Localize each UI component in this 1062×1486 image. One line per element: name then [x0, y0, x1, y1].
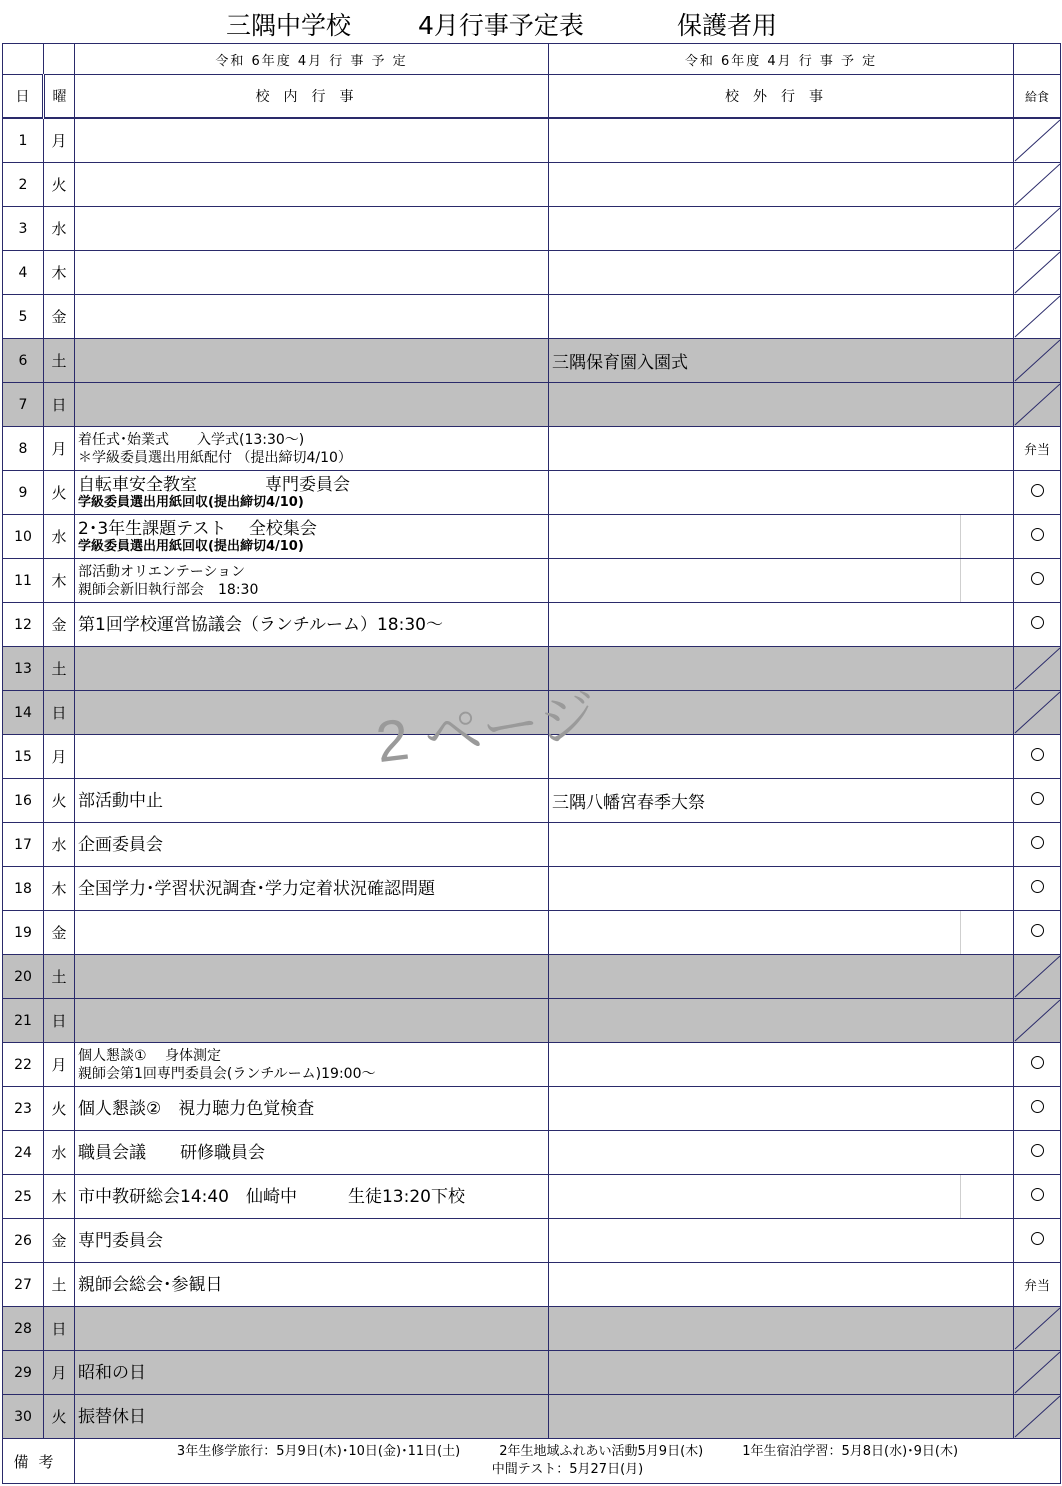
table-row: [3, 559, 1061, 603]
day-number: 7: [3, 383, 44, 427]
internal-event-cell: [75, 163, 549, 207]
internal-event-cell: [75, 339, 549, 383]
day-number: 19: [3, 911, 44, 955]
day-number: 17: [3, 823, 44, 867]
no-lunch-slash-icon: [1014, 295, 1061, 338]
weekday-label: 日: [44, 999, 75, 1043]
external-event-cell: [549, 559, 1014, 603]
day-number: 28: [3, 1307, 44, 1351]
internal-event-cell: [75, 1351, 549, 1395]
no-lunch-slash-icon: [1014, 383, 1061, 426]
day-number: 16: [3, 779, 44, 823]
external-event-cell: [549, 1307, 1014, 1351]
internal-event-cell: [75, 1087, 549, 1131]
lunch-cell: [1014, 251, 1061, 295]
external-event-cell: [549, 691, 1014, 735]
day-number: 29: [3, 1351, 44, 1395]
table-row: [3, 295, 1061, 339]
external-event-cell: [549, 118, 1014, 163]
internal-event-cell: [75, 427, 549, 471]
lunch-cell: [1014, 118, 1061, 163]
table-row: [3, 1087, 1061, 1131]
internal-event-cell: [75, 823, 549, 867]
header-lunch: 給食: [1014, 75, 1061, 119]
external-event-cell: [549, 1087, 1014, 1131]
external-event-cell: [549, 427, 1014, 471]
no-lunch-slash-icon: [1014, 339, 1061, 382]
table-row: [3, 1219, 1061, 1263]
internal-event-cell: [75, 647, 549, 691]
external-event-cell: [549, 1219, 1014, 1263]
lunch-cell: [1014, 1043, 1061, 1087]
school-name: 三隅中学校: [226, 11, 352, 40]
weekday-label: 土: [44, 647, 75, 691]
table-row: [3, 339, 1061, 383]
table-row: [3, 1043, 1061, 1087]
internal-event-cell: [75, 735, 549, 779]
weekday-label: 木: [44, 559, 75, 603]
table-row: [3, 1395, 1061, 1439]
internal-event-line1: 部活動中止: [78, 790, 163, 811]
header-weekday: 曜: [44, 75, 75, 119]
external-event-cell: [549, 251, 1014, 295]
blank-cell: [1014, 44, 1061, 75]
no-lunch-slash-icon: [1014, 1307, 1061, 1350]
day-number: 22: [3, 1043, 44, 1087]
day-number: 27: [3, 1263, 44, 1307]
internal-event-cell: [75, 559, 549, 603]
header-internal-events: 校内行事: [75, 75, 549, 119]
weekday-label: 木: [44, 251, 75, 295]
lunch-served-circle-icon: [1031, 484, 1044, 497]
weekday-label: 土: [44, 955, 75, 999]
lunch-cell: [1014, 1219, 1061, 1263]
internal-event-line1: 職員会議 研修職員会: [78, 1142, 265, 1163]
lunch-cell: [1014, 1395, 1061, 1439]
internal-event-line2: 学級委員選出用紙回収(提出締切4/10): [78, 494, 304, 510]
external-event-cell: [549, 515, 1014, 559]
weekday-label: 土: [44, 1263, 75, 1307]
no-lunch-slash-icon: [1014, 1351, 1061, 1394]
external-event-cell: [549, 1043, 1014, 1087]
internal-event-cell: [75, 1175, 549, 1219]
day-number: 4: [3, 251, 44, 295]
internal-event-line1: 部活動オリエンテーション: [78, 563, 246, 580]
lunch-cell: [1014, 1351, 1061, 1395]
fiscal-header-right: 令和 6年度 4月 行 事 予 定: [549, 44, 1014, 75]
cell-divider: [960, 1175, 961, 1218]
no-lunch-slash-icon: [1014, 251, 1061, 294]
internal-event-line2: 親師会第1回専門委員会(ランチルーム)19:00～: [78, 1065, 376, 1082]
lunch-cell: [1014, 603, 1061, 647]
lunch-cell: [1014, 647, 1061, 691]
weekday-label: 土: [44, 339, 75, 383]
external-event-cell: [549, 1175, 1014, 1219]
internal-event-line1: 自転車安全教室 専門委員会: [78, 474, 350, 495]
lunch-cell: [1014, 1131, 1061, 1175]
table-row: [3, 603, 1061, 647]
internal-event-cell: [75, 295, 549, 339]
internal-event-cell: [75, 1131, 549, 1175]
weekday-label: 金: [44, 603, 75, 647]
day-number: 10: [3, 515, 44, 559]
weekday-label: 火: [44, 1395, 75, 1439]
external-event-cell: [549, 735, 1014, 779]
table-row: [3, 427, 1061, 471]
weekday-label: 月: [44, 1351, 75, 1395]
notes-row: [3, 1439, 1061, 1484]
cell-divider: [960, 911, 961, 954]
no-lunch-slash-icon: [1014, 163, 1061, 206]
header-day: 日: [3, 75, 44, 119]
table-row: [3, 207, 1061, 251]
weekday-label: 金: [44, 911, 75, 955]
notes-label: 備考: [3, 1439, 75, 1484]
internal-event-line1: 第1回学校運営協議会（ランチルーム）18:30～: [78, 614, 443, 635]
internal-event-cell: [75, 471, 549, 515]
lunch-served-circle-icon: [1031, 1232, 1044, 1245]
audience-label: 保護者用: [677, 11, 778, 40]
internal-event-line2: 学級委員選出用紙回収(提出締切4/10): [78, 538, 304, 554]
lunch-cell: [1014, 339, 1061, 383]
page-title: [0, 0, 1062, 44]
external-event-cell: [549, 647, 1014, 691]
lunch-served-circle-icon: [1031, 616, 1044, 629]
table-row: [3, 471, 1061, 515]
external-event-cell: [549, 383, 1014, 427]
table-row: [3, 383, 1061, 427]
lunch-cell: [1014, 911, 1061, 955]
internal-event-line1: 昭和の日: [78, 1362, 146, 1383]
lunch-served-circle-icon: [1031, 1188, 1044, 1201]
internal-event-cell: [75, 691, 549, 735]
lunch-cell: 弁当: [1014, 427, 1061, 471]
day-number: 15: [3, 735, 44, 779]
external-event-cell: [549, 1395, 1014, 1439]
internal-event-cell: [75, 118, 549, 163]
lunch-cell: [1014, 207, 1061, 251]
table-row: [3, 955, 1061, 999]
external-event-cell: [549, 471, 1014, 515]
internal-event-cell: [75, 207, 549, 251]
table-row: [3, 1351, 1061, 1395]
internal-event-line1: 個人懇談② 視力聴力色覚検査: [78, 1098, 315, 1119]
internal-event-line1: 親師会総会･参観日: [78, 1274, 223, 1295]
day-number: 11: [3, 559, 44, 603]
lunch-served-circle-icon: [1031, 1100, 1044, 1113]
weekday-label: 水: [44, 823, 75, 867]
lunch-cell: [1014, 1175, 1061, 1219]
internal-event-line1: 個人懇談① 身体測定: [78, 1047, 222, 1064]
day-number: 30: [3, 1395, 44, 1439]
internal-event-line2: 親師会新旧執行部会 18:30: [78, 581, 259, 598]
blank-cell: [44, 44, 75, 75]
internal-event-cell: [75, 383, 549, 427]
no-lunch-slash-icon: [1014, 999, 1061, 1042]
external-event-cell: [549, 867, 1014, 911]
day-number: 18: [3, 867, 44, 911]
fiscal-header-row: [3, 44, 1061, 75]
lunch-served-circle-icon: [1031, 880, 1044, 893]
table-row: [3, 999, 1061, 1043]
column-header-row: [3, 75, 1061, 119]
external-event-cell: [549, 1131, 1014, 1175]
internal-event-cell: [75, 779, 549, 823]
lunch-served-circle-icon: [1031, 924, 1044, 937]
schedule-table: [2, 43, 1061, 1484]
header-external-events: 校外行事: [549, 75, 1014, 119]
cell-divider: [960, 515, 961, 558]
external-event-cell: [549, 603, 1014, 647]
notes-line1: 3年生修学旅行：5月9日(木)･10日(金)･11日(土) 2年生地域ふれあい活動5月9日(木) 1年生宿泊学習：5月8日(水)･9日(木): [176, 1444, 959, 1459]
table-row: [3, 647, 1061, 691]
internal-event-cell: [75, 251, 549, 295]
day-number: 9: [3, 471, 44, 515]
lunch-cell: [1014, 559, 1061, 603]
lunch-cell: [1014, 955, 1061, 999]
internal-event-line1: 全国学力･学習状況調査･学力定着状況確認問題: [78, 878, 435, 899]
lunch-cell: [1014, 471, 1061, 515]
no-lunch-slash-icon: [1014, 691, 1061, 734]
weekday-label: 水: [44, 515, 75, 559]
weekday-label: 日: [44, 691, 75, 735]
internal-event-line1: 専門委員会: [78, 1230, 163, 1251]
schedule-title: 4月行事予定表: [418, 11, 584, 40]
lunch-cell: [1014, 515, 1061, 559]
day-number: 5: [3, 295, 44, 339]
weekday-label: 金: [44, 295, 75, 339]
internal-event-cell: [75, 1043, 549, 1087]
lunch-cell: [1014, 295, 1061, 339]
internal-event-cell: [75, 515, 549, 559]
notes-line2: 中間テスト：5月27日(月): [491, 1462, 644, 1477]
table-row: [3, 118, 1061, 163]
internal-event-cell: [75, 1263, 549, 1307]
internal-event-cell: [75, 867, 549, 911]
notes-content: [75, 1439, 1061, 1484]
weekday-label: 月: [44, 735, 75, 779]
day-number: 20: [3, 955, 44, 999]
no-lunch-slash-icon: [1014, 955, 1061, 998]
table-row: [3, 163, 1061, 207]
table-row: [3, 867, 1061, 911]
internal-event-line1: 着任式･始業式 入学式(13:30～): [78, 431, 305, 448]
external-event-cell: [549, 955, 1014, 999]
page-watermark: 2 ページ: [372, 683, 601, 776]
table-row: [3, 735, 1061, 779]
internal-event-line1: 振替休日: [78, 1406, 146, 1427]
weekday-label: 火: [44, 1087, 75, 1131]
table-row: [3, 779, 1061, 823]
table-row: [3, 251, 1061, 295]
weekday-label: 月: [44, 427, 75, 471]
external-event-cell: 三隅保育園入園式: [549, 339, 1014, 383]
weekday-label: 木: [44, 867, 75, 911]
lunch-served-circle-icon: [1031, 748, 1044, 761]
day-number: 3: [3, 207, 44, 251]
day-number: 26: [3, 1219, 44, 1263]
weekday-label: 火: [44, 471, 75, 515]
lunch-served-circle-icon: [1031, 572, 1044, 585]
lunch-cell: [1014, 867, 1061, 911]
external-event-cell: [549, 295, 1014, 339]
external-event-cell: [549, 163, 1014, 207]
lunch-served-circle-icon: [1031, 528, 1044, 541]
lunch-served-circle-icon: [1031, 1056, 1044, 1069]
table-row: [3, 691, 1061, 735]
internal-event-line2: ＊学級委員選出用紙配付 （提出締切4/10）: [78, 449, 352, 466]
lunch-served-circle-icon: [1031, 1144, 1044, 1157]
weekday-label: 木: [44, 1175, 75, 1219]
external-event-cell: [549, 999, 1014, 1043]
table-row: [3, 911, 1061, 955]
lunch-cell: [1014, 691, 1061, 735]
weekday-label: 月: [44, 118, 75, 163]
day-number: 13: [3, 647, 44, 691]
no-lunch-slash-icon: [1014, 207, 1061, 250]
blank-cell: [3, 44, 44, 75]
external-event-cell: [549, 911, 1014, 955]
external-event-cell: [549, 207, 1014, 251]
day-number: 24: [3, 1131, 44, 1175]
day-number: 23: [3, 1087, 44, 1131]
lunch-cell: [1014, 1307, 1061, 1351]
internal-event-cell: [75, 1219, 549, 1263]
lunch-cell: 弁当: [1014, 1263, 1061, 1307]
day-number: 12: [3, 603, 44, 647]
internal-event-cell: [75, 603, 549, 647]
day-number: 6: [3, 339, 44, 383]
day-number: 2: [3, 163, 44, 207]
table-row: [3, 515, 1061, 559]
no-lunch-slash-icon: [1014, 647, 1061, 690]
lunch-served-circle-icon: [1031, 836, 1044, 849]
lunch-cell: [1014, 823, 1061, 867]
lunch-served-circle-icon: [1031, 792, 1044, 805]
internal-event-cell: [75, 1395, 549, 1439]
day-number: 25: [3, 1175, 44, 1219]
day-number: 1: [3, 118, 44, 163]
weekday-label: 火: [44, 163, 75, 207]
weekday-label: 火: [44, 779, 75, 823]
external-event-cell: 三隅八幡宮春季大祭: [549, 779, 1014, 823]
cell-divider: [960, 559, 961, 602]
internal-event-line1: 2･3年生課題テスト 全校集会: [78, 518, 317, 539]
day-number: 14: [3, 691, 44, 735]
weekday-label: 金: [44, 1219, 75, 1263]
fiscal-header-left: 令和 6年度 4月 行 事 予 定: [75, 44, 549, 75]
lunch-cell: [1014, 779, 1061, 823]
no-lunch-slash-icon: [1014, 1395, 1061, 1438]
weekday-label: 水: [44, 207, 75, 251]
weekday-label: 日: [44, 1307, 75, 1351]
lunch-cell: [1014, 163, 1061, 207]
table-row: [3, 823, 1061, 867]
lunch-cell: [1014, 1087, 1061, 1131]
weekday-label: 月: [44, 1043, 75, 1087]
external-event-cell: [549, 823, 1014, 867]
table-row: [3, 1175, 1061, 1219]
internal-event-cell: [75, 955, 549, 999]
external-event-cell: [549, 1351, 1014, 1395]
day-number: 21: [3, 999, 44, 1043]
internal-event-line1: 企画委員会: [78, 834, 163, 855]
lunch-cell: [1014, 999, 1061, 1043]
lunch-cell: [1014, 735, 1061, 779]
no-lunch-slash-icon: [1014, 119, 1061, 162]
external-event-cell: [549, 1263, 1014, 1307]
internal-event-line1: 市中教研総会14:40 仙崎中 生徒13:20下校: [78, 1186, 465, 1207]
table-row: [3, 1263, 1061, 1307]
lunch-cell: [1014, 383, 1061, 427]
internal-event-cell: [75, 1307, 549, 1351]
table-row: [3, 1131, 1061, 1175]
internal-event-cell: [75, 911, 549, 955]
weekday-label: 日: [44, 383, 75, 427]
weekday-label: 水: [44, 1131, 75, 1175]
table-row: [3, 1307, 1061, 1351]
day-number: 8: [3, 427, 44, 471]
internal-event-cell: [75, 999, 549, 1043]
